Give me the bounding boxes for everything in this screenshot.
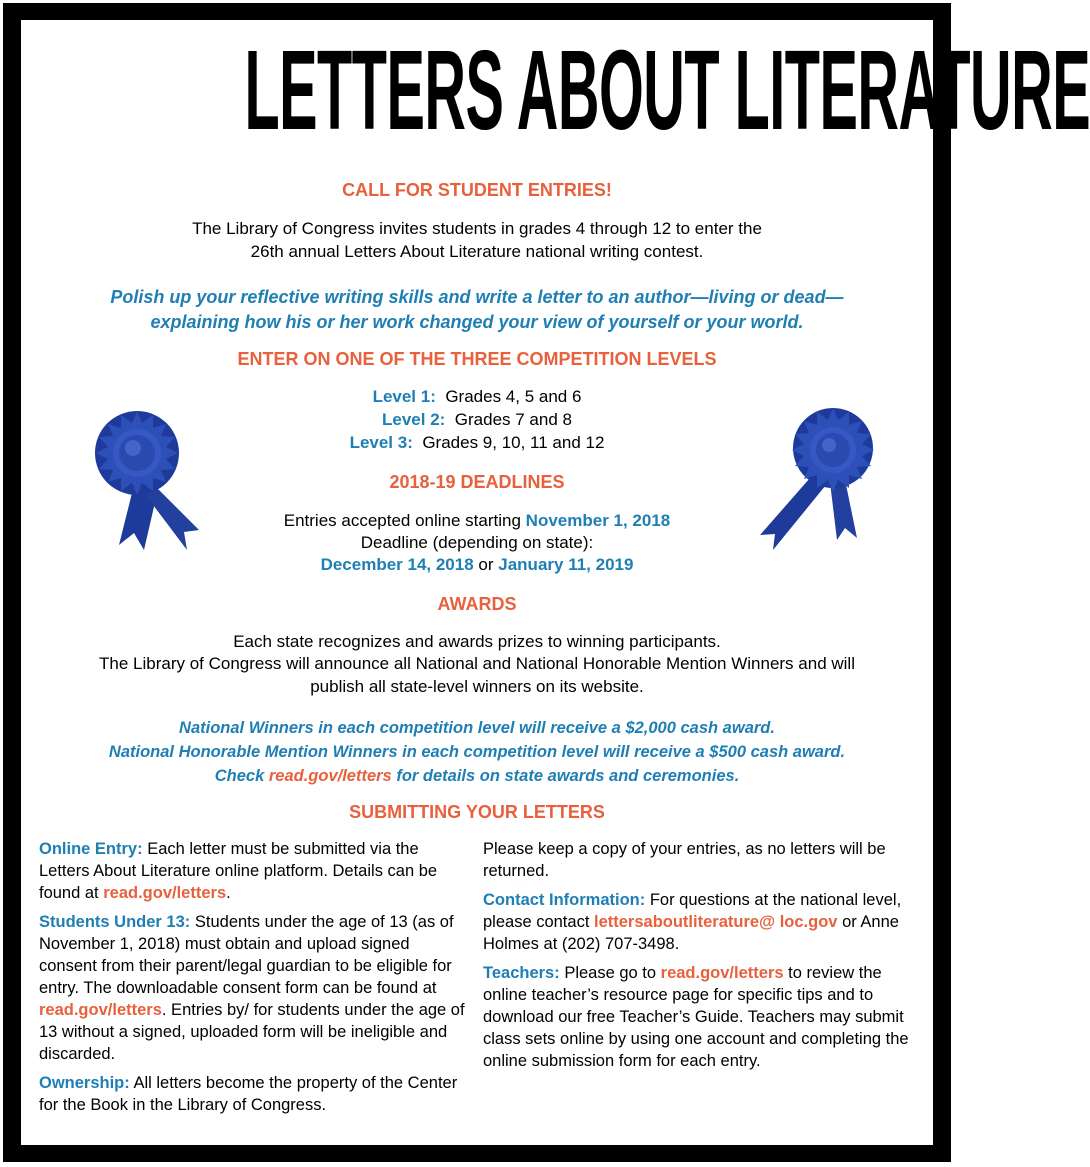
awards-check-pre: Check: [214, 767, 265, 785]
contact-label: Contact Information:: [483, 891, 646, 909]
deadline-date-b: January 11, 2019: [498, 555, 634, 574]
submitting-left-column: [39, 838, 469, 1123]
level-3-grades: Grades 9, 10, 11 and 12: [422, 433, 605, 452]
poster-title: LETTERS ABOUT LITERATURE: [244, 27, 1090, 153]
deadlines-or: or: [478, 555, 494, 574]
awards-line-3: publish all state-level winners on its website.: [310, 677, 644, 696]
awards-line-2: The Library of Congress will announce all National and National Honorable Mention Winners and will: [99, 654, 855, 673]
awards-check-post: for details on state awards and ceremonies.: [396, 767, 740, 785]
under13-link[interactable]: read.gov/letters: [39, 1001, 162, 1019]
contact-text-2: or Anne Holmes at (202) 707-3498.: [483, 913, 899, 953]
contact-paragraph: [483, 889, 913, 955]
ribbon-award-icon-right: [745, 400, 875, 550]
teachers-text-1: Please go to: [564, 964, 657, 982]
deadlines-line-3: [21, 554, 933, 576]
poster-border: [3, 3, 1090, 1162]
awards-national: National Winners in each competition level will receive a $2,000 cash award.: [179, 719, 775, 737]
contact-email-link[interactable]: lettersaboutliterature@ loc.gov: [594, 913, 838, 931]
ownership-label: Ownership:: [39, 1074, 130, 1092]
deadlines-heading: 2018-19 DEADLINES: [389, 472, 565, 492]
under13-label: Students Under 13:: [39, 913, 191, 931]
teachers-link[interactable]: read.gov/letters: [660, 964, 784, 982]
tagline-line-1: Polish up your reflective writing skills and write a letter to an author—living or dead—: [110, 287, 844, 307]
under13-text-1: Students under the age of 13 (as of November 1, 2018) must obtain and upload signed consent from their parent/legal guardian to be eligible for entry. The downloadable consent form can be found at: [39, 913, 454, 997]
call-line-2: 26th annual Letters About Literature national writing contest.: [250, 242, 704, 261]
online-entry-text: Each letter must be submitted via the Letters About Literature online platform. Details can be found at: [39, 840, 438, 902]
online-entry-link[interactable]: read.gov/letters: [103, 884, 227, 902]
awards-heading: AWARDS: [437, 594, 517, 614]
keep-copy-paragraph: Please keep a copy of your entries, as no letters will be returned.: [483, 840, 886, 880]
ownership-paragraph: [39, 1072, 469, 1116]
deadline-date-a: December 14, 2018: [320, 555, 474, 574]
level-1-grades: Grades 4, 5 and 6: [445, 387, 582, 406]
call-heading: CALL FOR STUDENT ENTRIES!: [342, 180, 612, 200]
teachers-label: Teachers:: [483, 964, 560, 982]
awards-link[interactable]: read.gov/letters: [268, 767, 392, 785]
under13-paragraph: [39, 911, 469, 1065]
levels-heading: ENTER ON ONE OF THE THREE COMPETITION LEVELS: [237, 349, 717, 369]
submitting-right-column: [483, 838, 913, 1079]
teachers-paragraph: [483, 962, 913, 1072]
call-line-1: The Library of Congress invites students in grades 4 through 12 to enter the: [192, 219, 762, 238]
teachers-text-2: to review the online teacher’s resource page for specific tips and to download our free Teacher’s Guide. Teachers may submit class sets online by using one account and completing the online submission form for each entry.: [483, 964, 909, 1070]
deadlines-line-2: Deadline (depending on state):: [360, 533, 594, 552]
online-entry-label: Online Entry:: [39, 840, 143, 858]
tagline-line-2: explaining how his or her work changed your view of yourself or your world.: [150, 312, 804, 332]
awards-line-1: Each state recognizes and awards prizes to winning participants.: [233, 632, 721, 651]
under13-text-2: . Entries by/ for students under the age of 13 without a signed, uploaded form will be ineligible and discarded.: [39, 1001, 465, 1063]
online-entry-end: .: [226, 884, 231, 902]
level-3-label: Level 3:: [349, 433, 413, 452]
submitting-heading: SUBMITTING YOUR LETTERS: [349, 802, 605, 822]
start-date: November 1, 2018: [525, 511, 671, 530]
ribbon-award-icon-left: [89, 405, 219, 555]
level-1-label: Level 1:: [372, 387, 436, 406]
online-entry-paragraph: [39, 838, 469, 904]
poster-content: [21, 20, 1090, 1145]
level-2-label: Level 2:: [382, 410, 446, 429]
awards-honorable: National Honorable Mention Winners in each competition level will receive a $500 cash award.: [108, 743, 846, 761]
level-2-grades: Grades 7 and 8: [454, 410, 572, 429]
ownership-text: All letters become the property of the Center for the Book in the Library of Congress.: [39, 1074, 458, 1114]
awards-check: [21, 764, 933, 788]
deadlines-line-1-text: Entries accepted online starting: [283, 511, 521, 530]
contact-text-1: For questions at the national level, please contact: [483, 891, 902, 931]
